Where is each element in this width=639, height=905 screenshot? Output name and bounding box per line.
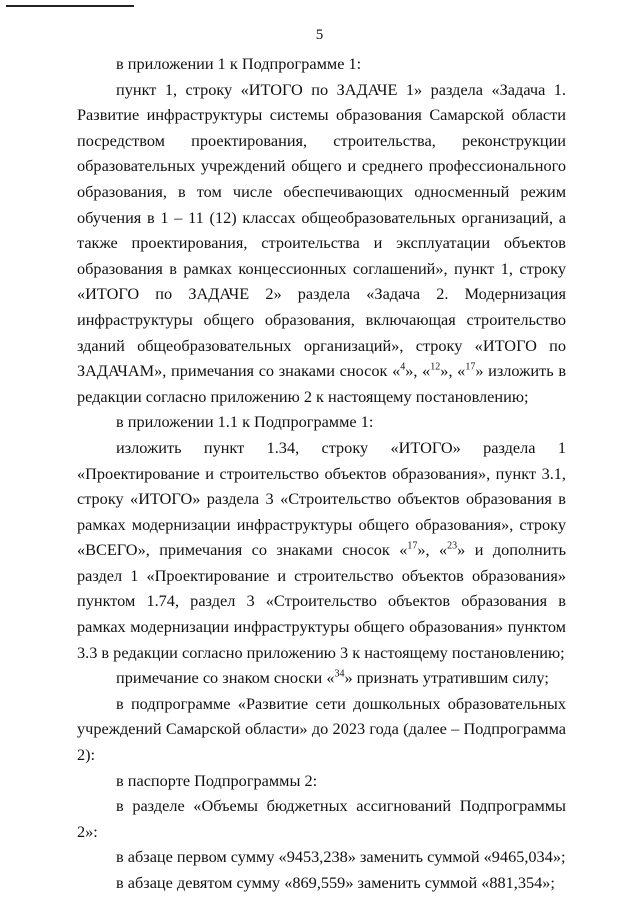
- footnote-mark: 12: [430, 361, 441, 373]
- paragraph-budget-section: в разделе «Объемы бюджетных ассигнований Подпрограммы 2»:: [77, 796, 566, 841]
- footnote-mark: 23: [447, 540, 458, 552]
- paragraph-appendix-1-1: в приложении 1.1 к Подпрограмме 1:: [116, 412, 374, 432]
- paragraph-passport: в паспорте Подпрограммы 2:: [116, 770, 318, 790]
- scan-top-edge-line: [6, 5, 134, 7]
- page-number: 5: [315, 27, 324, 43]
- footnote-mark: 17: [407, 540, 418, 552]
- paragraph-footnote-34: примечание со знаком сноски «$^{34}$» признать утратившим силу;: [116, 668, 549, 688]
- paragraph-ninth-amount: в абзаце девятом сумму «869,559» заменить суммой «881,354»;: [116, 873, 555, 892]
- paragraph-subprogram-2: в подпрограмме «Развитие сети дошкольных образовательных учреждений Самарской области» до 2023 года (далее – Подпрограмма 2):: [77, 693, 566, 765]
- footnote-mark: 4: [400, 361, 406, 373]
- paragraph-item-1-totals: пункт 1, строку «ИТОГО по ЗАДАЧЕ 1» раздела «Задача 1. Развитие инфраструктуры системы образования Самарской области посредством проектирования, строительства, реконструкции образовательных учреждений общего и среднего профессионального образования, в том числе обеспечивающих односменный режим обучения в 1 – 11 (12) классах общеобразовательных организаций, а также проектирования, строительства и эксплуатации объектов образования в рамках концессионных соглашений», пункт 1, строку «ИТОГО по ЗАДАЧЕ 2» раздела «Задача 2. Модернизация инфраструктуры общего образования, включающая строительство зданий общеобразовательных организаций», строку «ИТОГО по ЗАДАЧАМ», примечания со знаками сносок «$^4$», «$^{12}$», «$^{17}$» изложить в редакции согласно приложению 2 к настоящему постановлению;: [77, 79, 567, 406]
- paragraph-item-1-34: изложить пункт 1.34, строку «ИТОГО» раздела 1 «Проектирование и строительство объектов образования», пункт 3.1, строку «ИТОГО» раздела 3 «Строительство объектов образования в рамках модернизации инфраструктуры общего образования», строку «ВСЕГО», примечания со знаками сносок «$^{17}$», «$^{23}$» и дополнить раздел 1 «Проектирование и строительство объектов образования» пунктом 1.74, раздел 3 «Строительство объектов образования в рамках модернизации инфраструктуры общего образования» пунктом 3.3 в редакции согласно приложению 3 к настоящему постановлению;: [77, 437, 567, 662]
- paragraph-appendix-1: в приложении 1 к Подпрограмме 1:: [116, 54, 362, 73]
- document-body: [77, 51, 566, 896]
- footnote-mark: 34: [334, 668, 345, 680]
- paragraph-first-amount: в абзаце первом сумму «9453,238» заменить суммой «9465,034»;: [116, 847, 566, 867]
- footnote-mark: 17: [465, 361, 476, 373]
